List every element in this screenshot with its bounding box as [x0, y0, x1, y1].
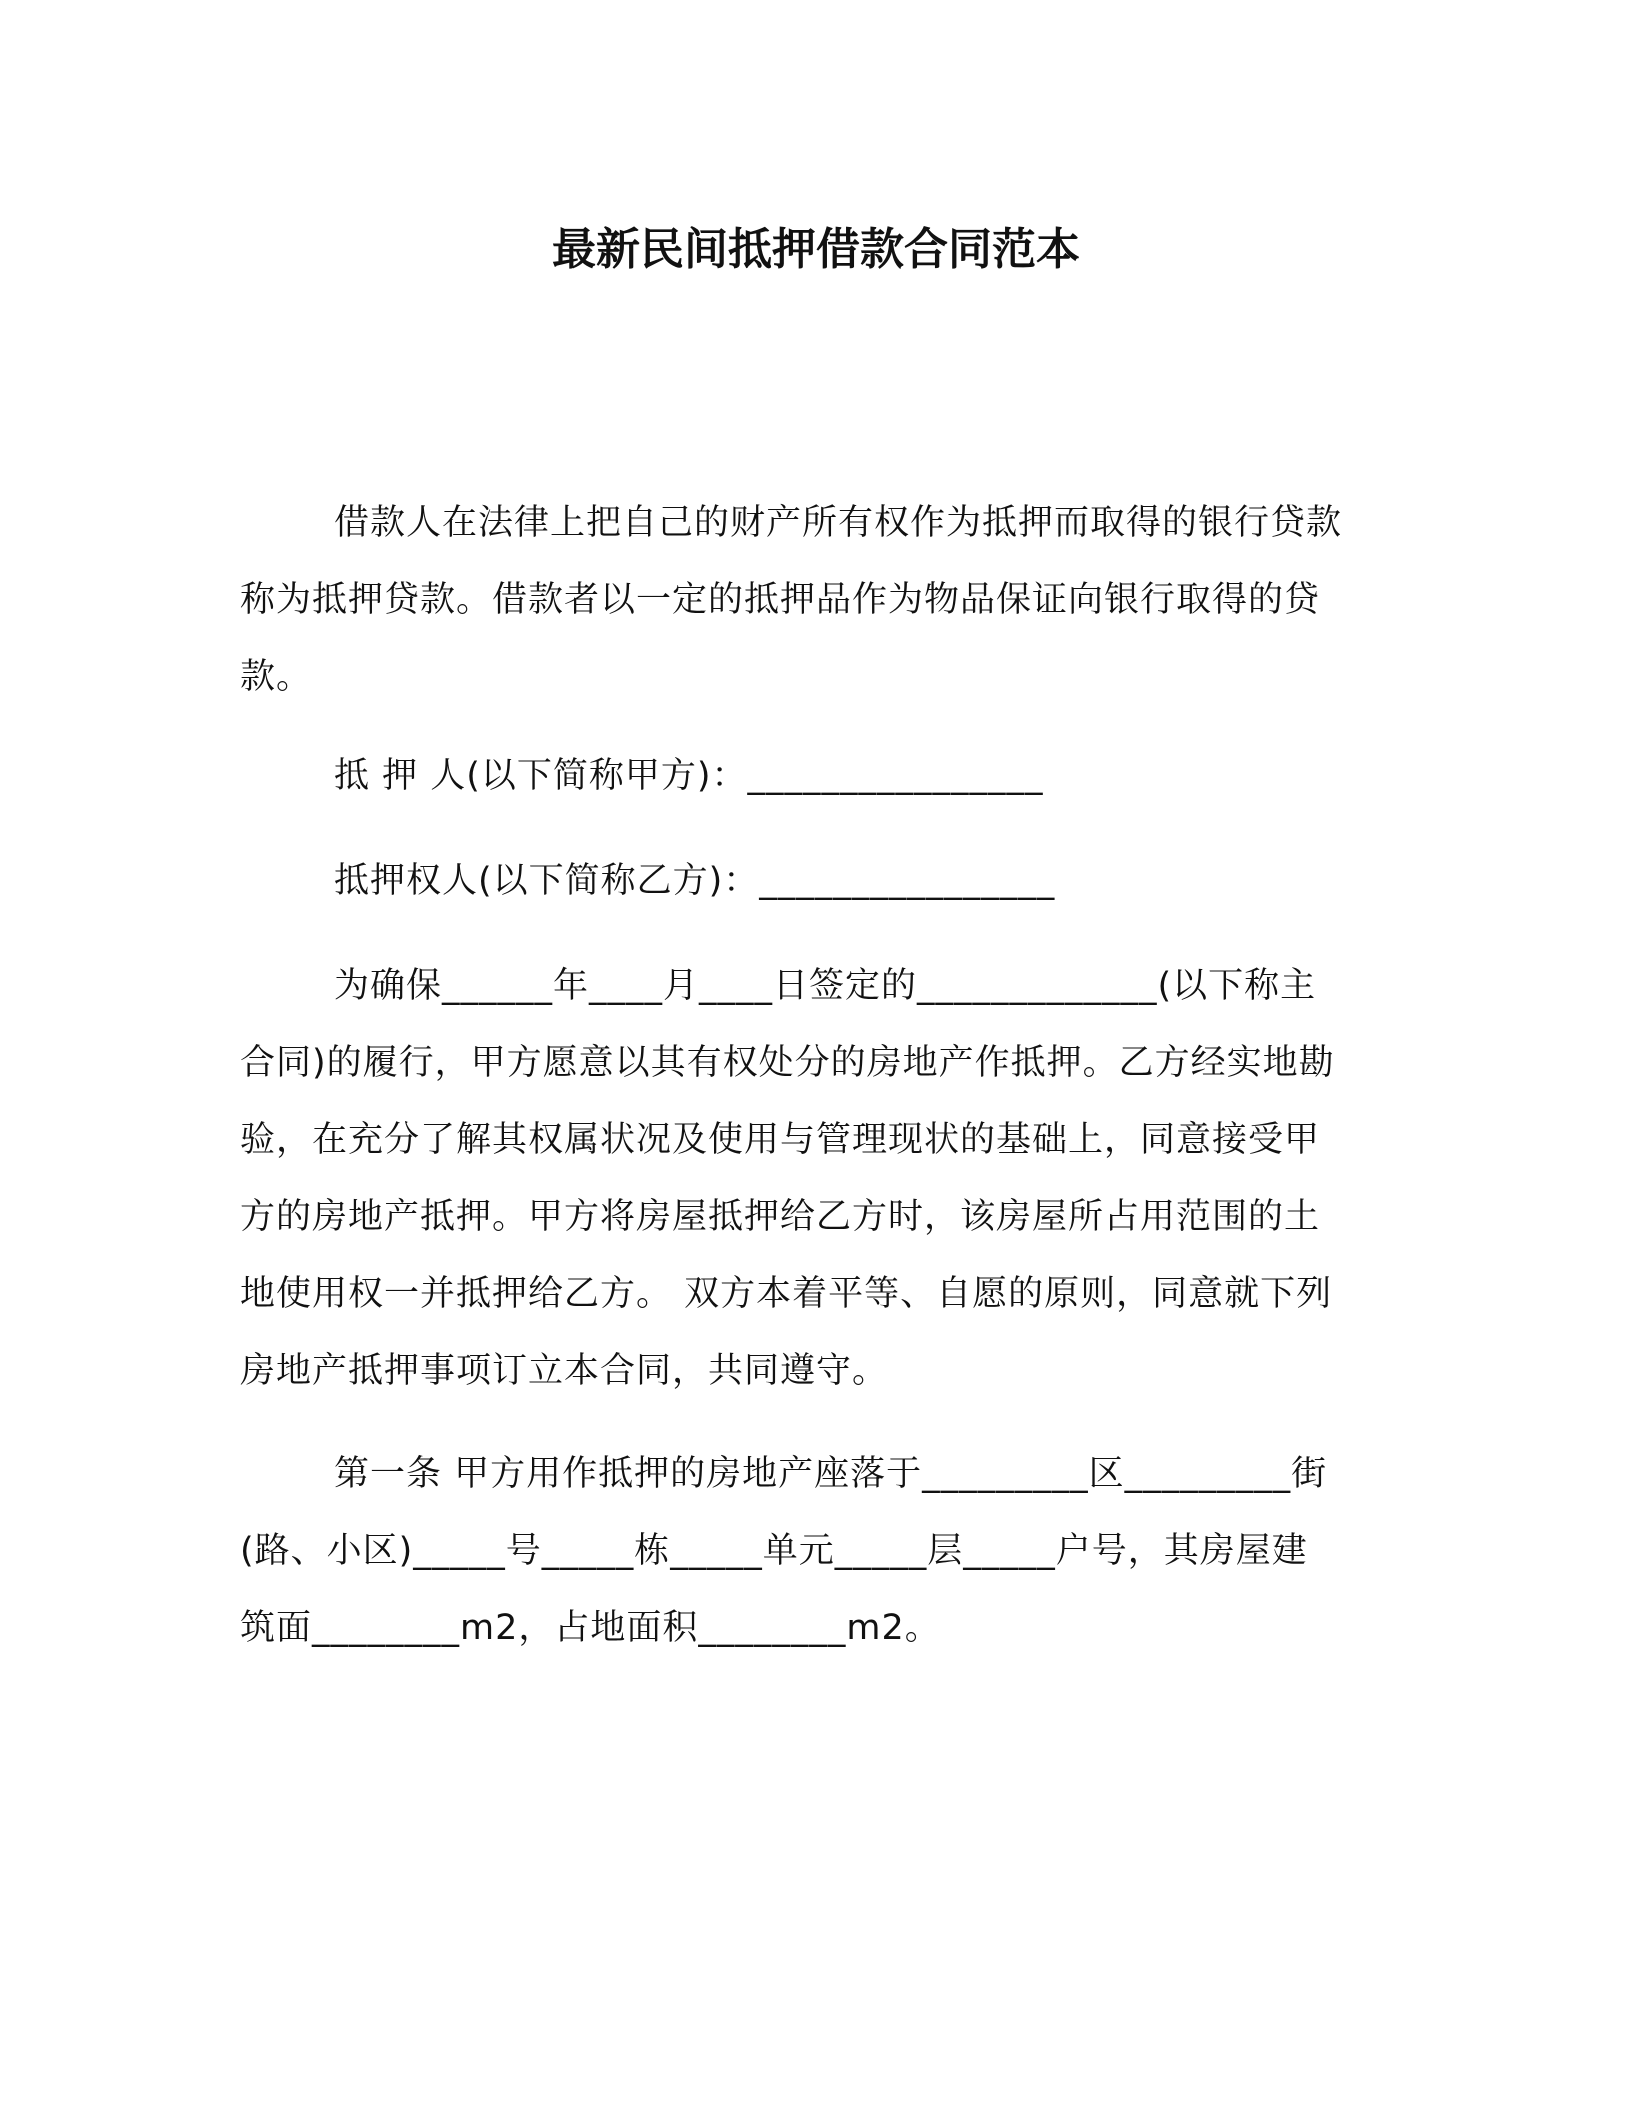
paragraph-line: 方的房地产抵押。甲方将房屋抵押给乙方时，该房屋所占用范围的土: [240, 1197, 1321, 1237]
main-clause-paragraph: [240, 948, 1380, 1410]
paragraph-line: 第一条 甲方用作抵押的房地产座落于_________区_________街: [334, 1454, 1328, 1494]
paragraph-line: 借款人在法律上把自己的财产所有权作为抵押而取得的银行贷款: [334, 503, 1343, 543]
mortgagor-line: [240, 738, 1380, 815]
mortgagee-line: [240, 843, 1380, 920]
paragraph-line: 验，在充分了解其权属状况及使用与管理现状的基础上，同意接受甲: [240, 1120, 1321, 1160]
intro-paragraph: [240, 485, 1380, 716]
party-a-text: 抵 押 人(以下简称甲方)：________________: [334, 756, 1044, 796]
article-one-paragraph: [240, 1436, 1380, 1667]
paragraph-line: 房地产抵押事项订立本合同，共同遵守。: [240, 1351, 889, 1391]
paragraph-line: 合同)的履行，甲方愿意以其有权处分的房地产作抵押。乙方经实地勘: [240, 1043, 1335, 1083]
paragraph-line: 地使用权一并抵押给乙方。 双方本着平等、自愿的原则，同意就下列: [240, 1274, 1333, 1314]
party-b-text: 抵押权人(以下简称乙方)：________________: [334, 861, 1056, 901]
paragraph-line: 筑面________m2，占地面积________m2。: [240, 1608, 941, 1648]
paragraph-line: 为确保______年____月____日签定的_____________(以下称主: [334, 966, 1317, 1006]
document-title: 最新民间抵押借款合同范本: [552, 224, 1080, 275]
paragraph-line: 称为抵押贷款。借款者以一定的抵押品作为物品保证向银行取得的贷: [240, 580, 1321, 620]
paragraph-line: (路、小区)_____号_____栋_____单元_____层_____户号，其房屋建: [240, 1531, 1308, 1571]
paragraph-line: 款。: [240, 657, 313, 697]
